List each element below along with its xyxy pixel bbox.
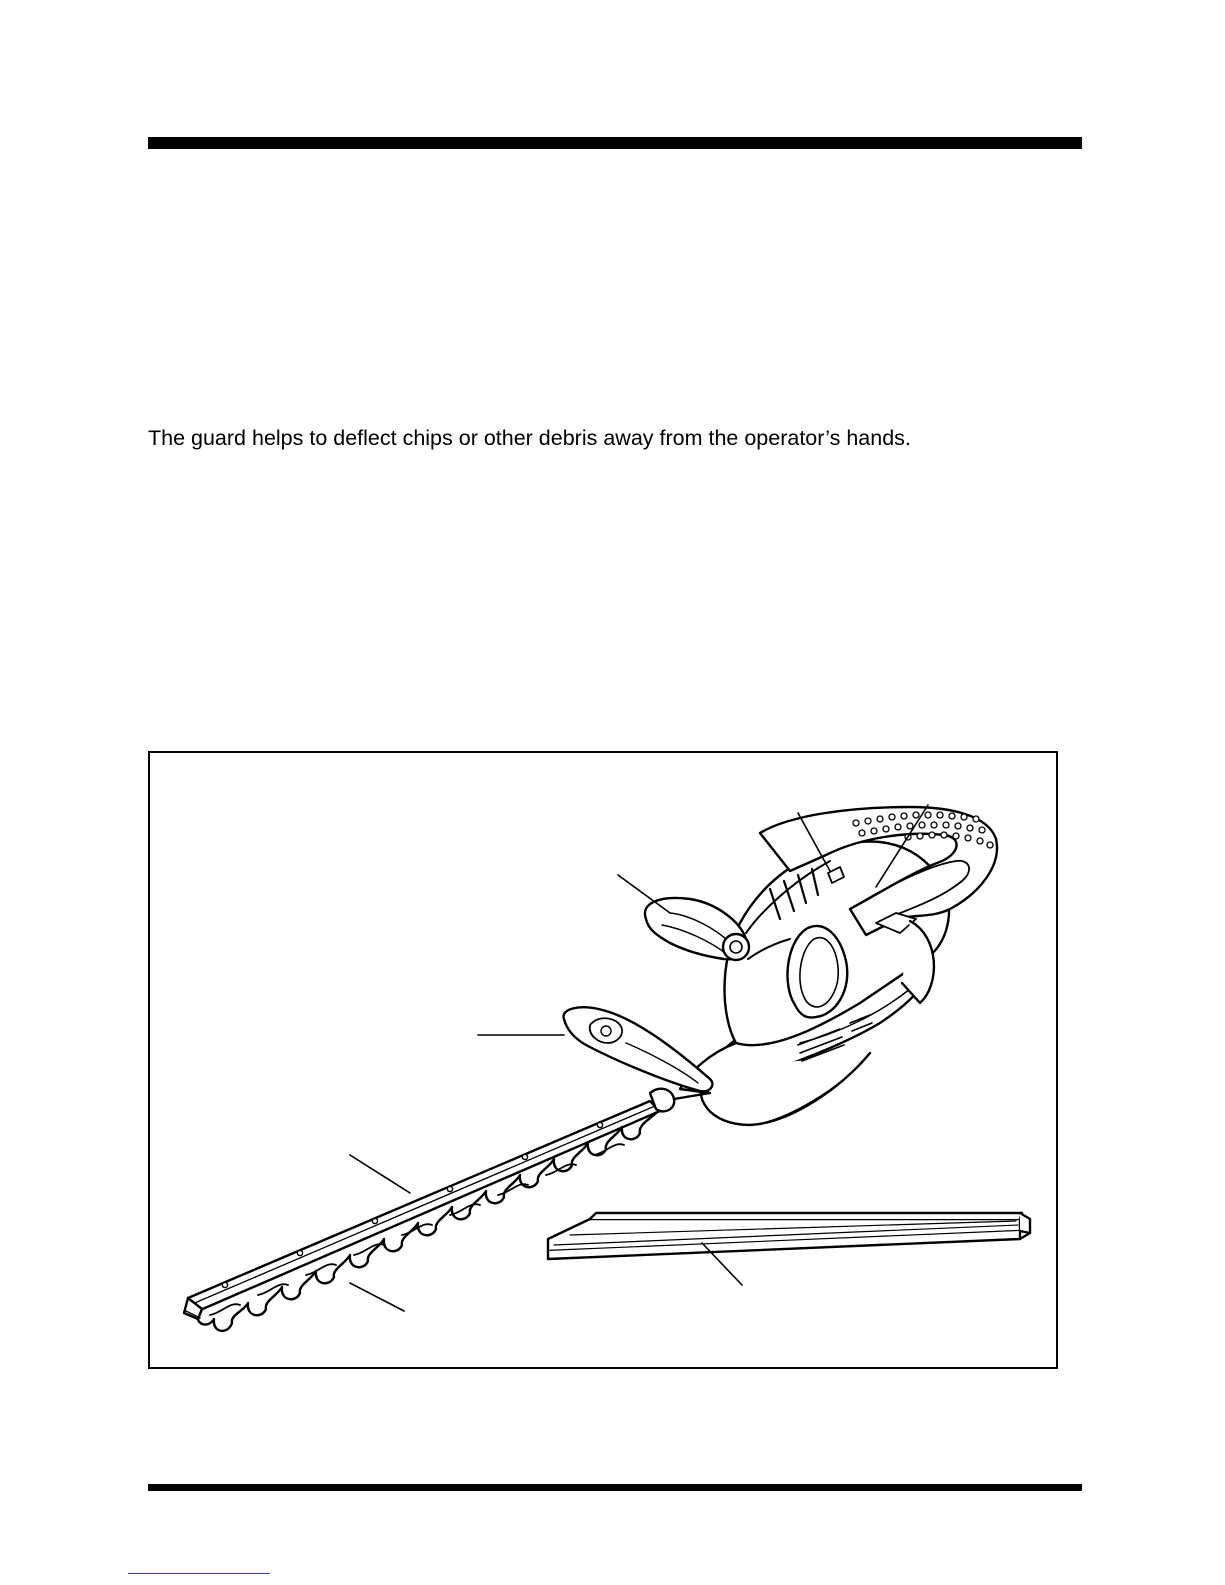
hedge-trimmer-illustration — [150, 753, 1056, 1367]
blade-assembly — [184, 1101, 660, 1331]
product-illustration-frame — [148, 751, 1058, 1369]
blade-sheath — [548, 1213, 1030, 1259]
footer-rule — [148, 1484, 1082, 1491]
header-rule — [148, 137, 1082, 149]
hand-guard — [563, 1007, 712, 1111]
footer-link-underline[interactable] — [128, 1573, 270, 1574]
guard-description: The guard helps to deflect chips or other debris away from the operator’s hands. — [148, 426, 911, 450]
